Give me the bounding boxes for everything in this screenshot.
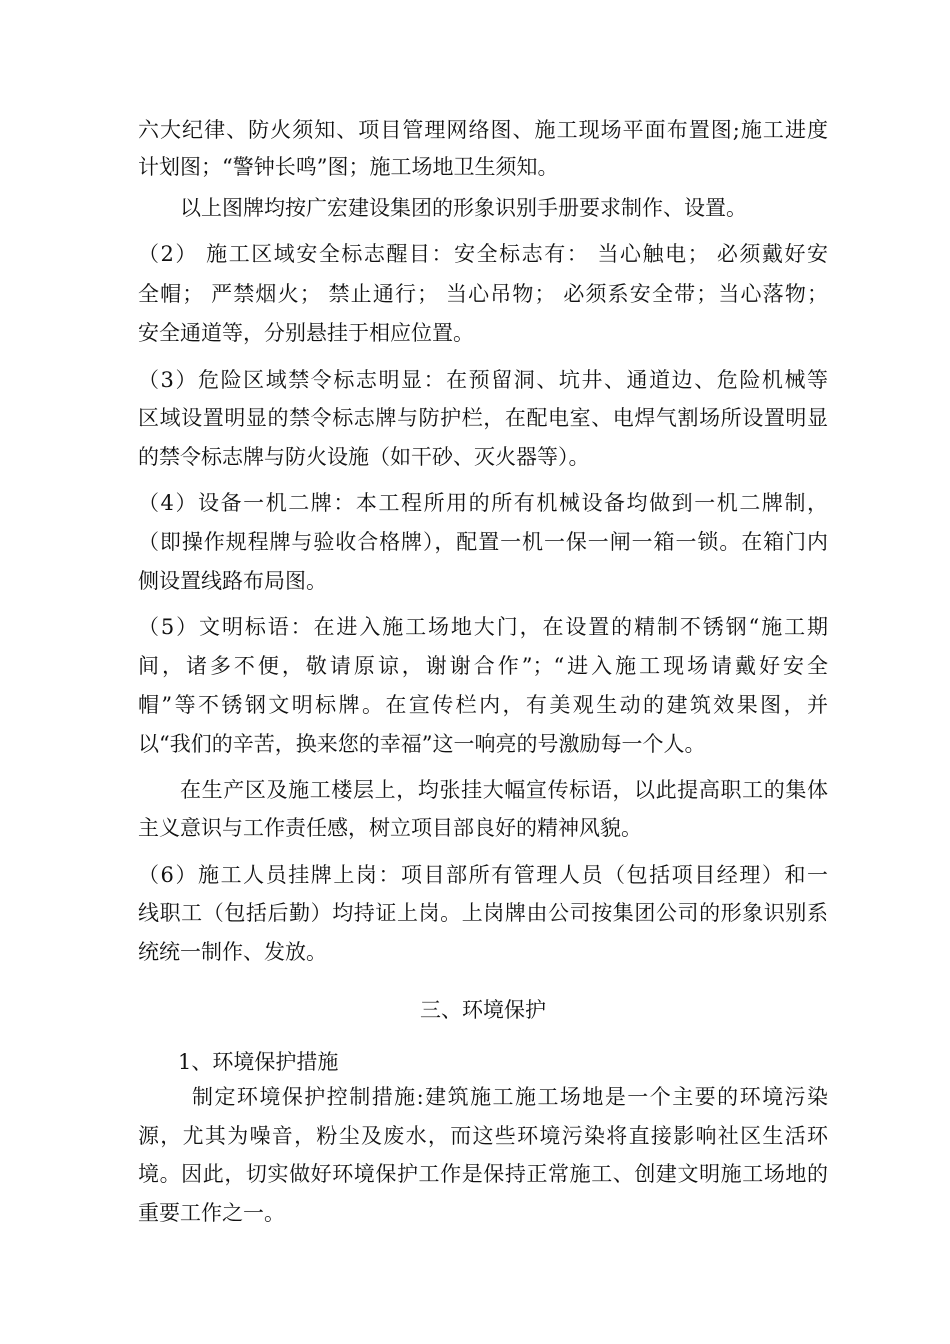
paragraph-line: 安全通道等，分别悬挂于相应位置。 [138, 321, 474, 345]
paragraph-line: 的禁令标志牌与防火设施（如干砂、灭火器等）。 [138, 445, 590, 469]
paragraph-line: （5）文明标语：在进入施工场地大门，在设置的精制不锈钢“施工期 [138, 615, 828, 639]
paragraph-line: 主义意识与工作责任感，树立项目部良好的精神风貌。 [138, 816, 642, 840]
paragraph-line: （6）施工人员挂牌上岗：项目部所有管理人员（包括项目经理）和一 [138, 863, 828, 887]
paragraph-line: 侧设置线路布局图。 [138, 569, 327, 593]
paragraph-line: 线职工（包括后勤）均持证上岗。上岗牌由公司按集团公司的形象识别系 [138, 901, 828, 925]
paragraph-line: （2） 施工区域安全标志醒目：安全标志有： 当心触电； 必须戴好安 [138, 242, 828, 266]
paragraph-line: 统统一制作、发放。 [138, 940, 327, 964]
paragraph-line: 间，诸多不便，敬请原谅，谢谢合作”；“进入施工现场请戴好安全 [138, 654, 828, 678]
paragraph-line: 计划图；“警钟长鸣”图；施工场地卫生须知。 [138, 155, 559, 179]
subheading: 1、环境保护措施 [178, 1050, 339, 1074]
paragraph-line: 全帽； 严禁烟火； 禁止通行； 当心吊物； 必须系安全带；当心落物； [138, 282, 828, 306]
paragraph-line: 区域设置明显的禁令标志牌与防护栏，在配电室、电焊气割场所设置明显 [138, 406, 828, 430]
paragraph-line: 以上图牌均按广宏建设集团的形象识别手册要求制作、设置。 [180, 196, 747, 220]
paragraph-line: 制定环境保护控制措施:建筑施工施工场地是一个主要的环境污染 [192, 1085, 828, 1109]
paragraph-line: （4）设备一机二牌：本工程所用的所有机械设备均做到一机二牌制， [138, 491, 828, 515]
paragraph-line: （3）危险区域禁令标志明显：在预留洞、坑井、通道边、危险机械等 [138, 368, 828, 392]
paragraph-line: 以“我们的辛苦，换来您的幸福”这一响亮的号激励每一个人。 [138, 732, 706, 756]
paragraph-line: 六大纪律、防火须知、项目管理网络图、施工现场平面布置图;施工进度 [138, 118, 828, 142]
paragraph-line: （即操作规程牌与验收合格牌），配置一机一保一闸一箱一锁。在箱门内 [138, 530, 828, 554]
paragraph-line: 重要工作之一。 [138, 1201, 285, 1225]
section-heading: 三、环境保护 [420, 998, 546, 1022]
paragraph-line: 帽”等不锈钢文明标牌。在宣传栏内，有美观生动的建筑效果图，并 [138, 693, 828, 717]
paragraph-line: 源，尤其为噪音，粉尘及废水，而这些环境污染将直接影响社区生活环 [138, 1124, 828, 1148]
paragraph-line: 境。因此，切实做好环境保护工作是保持正常施工、创建文明施工场地的 [138, 1162, 828, 1186]
paragraph-line: 在生产区及施工楼层上，均张挂大幅宣传标语，以此提高职工的集体 [180, 778, 828, 802]
